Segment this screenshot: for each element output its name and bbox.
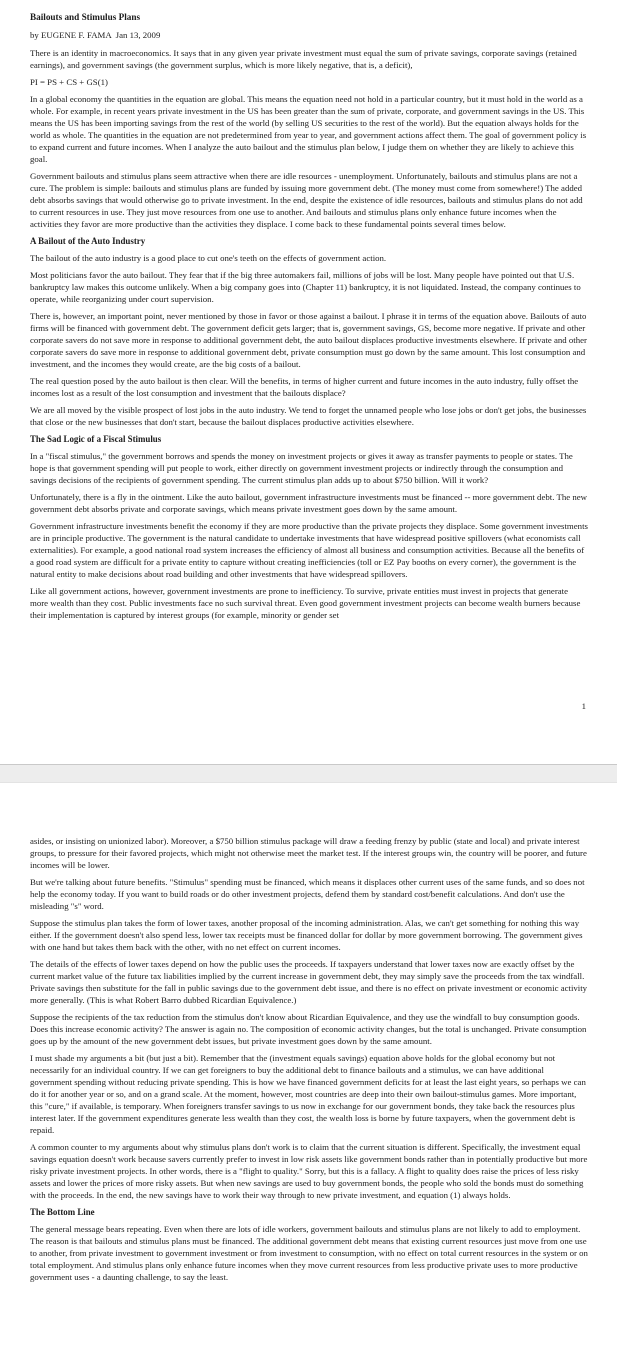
page-2 [0, 783, 617, 1372]
page-1-content [30, 11, 588, 621]
page-2-content [30, 835, 588, 1283]
paragraph: Suppose the recipients of the tax reduction from the stimulus don't know about Ricardian Equivalence, and they use the windfall to buy consumption goods. Does this increase economic activity? The answer is again no. The composition of economic activity changes, but the total is unchanged. Private consumption goes up by the amount of the new government debt issues, but private investment goes down by the same amount. [30, 1012, 587, 1046]
paragraph: Government infrastructure investments benefit the economy if they are more productive than the private projects they displace. Some government investments are in principle productive. The government is the natural candidate to undertake investments that have widespread positive spillovers (what economists call externalities). For example, a good national road system increases the efficiency of almost all business and consumption activities. Because all the benefits of a good road system are difficult for a private entity to capture without creating inefficiencies (toll or EZ Pay booths on every corner), the government is the natural entity to make decisions about road building and other investments that have widespread spillovers. [30, 521, 588, 579]
paragraph: Suppose the stimulus plan takes the form of lower taxes, another proposal of the incoming administration. Alas, we can't get something for nothing this way either. If the government doesn't also spend less, lower tax receipts must be financed dollar for dollar by more government borrowing. The government gives with one hand but takes them back with the other, with no net effect on current incomes. [30, 918, 583, 952]
paragraph: But we're talking about future benefits. "Stimulus" spending must be financed, which means it displaces other current uses of the same funds, and so does not help the economy today. If you want to build roads or do other investment projects, defend them by standard cost/benefit calculations. And don't use the misleading "s" word. [30, 877, 585, 911]
paragraph: In a global economy the quantities in the equation are global. This means the equation need not hold in a particular country, but it must hold in the world as a whole. For example, in recent years private investment in the US has been greater than the sum of private, corporate, and government savings in the US. This means the US has been importing savings from the rest of the world (by selling US securities to the rest of the world). But the equation always holds for the world as whole. The quantities in the equation are not predetermined from year to year, and government actions affect them. The goal of government policy is to expand current and future incomes. When I analyze the auto bailout and the stimulus plan below, I judge them on whether they are likely to achieve this goal. [30, 94, 587, 164]
paragraph: Most politicians favor the auto bailout. They fear that if the big three automakers fail, millions of jobs will be lost. Many people have pointed out that U.S. bankruptcy law makes this outcome unlikely. When a big company goes into (Chapter 11) bankruptcy, it is not liquidated. Instead, the company continues to operate, while reorganizing under court supervision. [30, 270, 581, 304]
document-title: Bailouts and Stimulus Plans [30, 12, 141, 22]
section-heading: A Bailout of the Auto Industry [30, 236, 146, 246]
paragraph: I must shade my arguments a bit (but just a bit). Remember that the (investment equals savings) equation above holds for the global economy but not necessarily for an individual country. If we can get foreigners to buy the additional debt to finance bailouts and a stimulus, we can have additional government spending without reducing private spending. This is how we have financed government deficits for at least the last eight years, so perhaps we can do it for another year or so, and on a grand scale. At the moment, however, most countries are deep into their own bailout-stimulus games. More important, this "cure," if available, is temporary. When foreigners transfer savings to us now in exchange for our government bonds, they take back the resources plus interest later. If the government expenditures generate less wealth than they cost, the wealth loss is borne by future taxpayers, when the government debt is repaid. [30, 1053, 586, 1135]
paragraph: A common counter to my arguments about why stimulus plans don't work is to claim that the current situation is different. Specifically, the investment equal savings equation doesn't work because savers currently prefer to invest in low risk assets like government bonds rather than in potentially productive but more risky private investment projects. In other words, there is a "flight to quality." Sorry, but this is a fallacy. A flight to quality does raise the prices of less risky assets and lower the prices of more risky assets. But when new savings are used to buy government bonds, the people who sold the bonds must do something with the proceeds. In the end, the new savings have to work their way through to new private investment, and equation (1) always holds. [30, 1142, 588, 1200]
paragraph: In a "fiscal stimulus," the government borrows and spends the money on investment projects or gives it away as transfer payments to people or states. The hope is that government spending will put people to work, either directly on government investment projects or indirectly through the consumption and savings decisions of the recipients of government spending. The current stimulus plan adds up to about $750 billion. Will it work? [30, 451, 573, 485]
paragraph: asides, or insisting on unionized labor). Moreover, a $750 billion stimulus package will draw a feeding frenzy by public (state and local) and private interest groups, to pressure for their favored projects, which might not otherwise meet the market test. If the interest groups win, the country will be poorer, and future incomes will be lower. [30, 836, 587, 870]
paragraph: We are all moved by the visible prospect of lost jobs in the auto industry. We tend to forget the unnamed people who lose jobs or don't get jobs, the businesses that close or the new businesses that don't start, because the bailout displaces productive activities elsewhere. [30, 405, 587, 427]
byline: by EUGENE F. FAMA Jan 13, 2009 [30, 30, 161, 40]
page-separator [0, 764, 617, 783]
paragraph: There is an identity in macroeconomics. It says that in any given year private investment must equal the sum of private savings, corporate savings (retained earnings), and government savings (the government surplus, which is more likely negative, that is, a deficit), [30, 48, 577, 70]
paragraph: Like all government actions, however, government investments are prone to inefficiency. To survive, private entities must invest in projects that generate more wealth than they cost. Public investments face no such survival threat. Even good government investment projects can become wealth burners because their implementation is captured by interest groups (for example, minority or gender set [30, 586, 581, 620]
paragraph: Unfortunately, there is a fly in the ointment. Like the auto bailout, government infrastructure investments must be financed -- more government debt. The new government debt absorbs private and corporate savings, which means private investment goes down by the same amount. [30, 492, 587, 514]
paragraph: The details of the effects of lower taxes depend on how the public uses the proceeds. If taxpayers understand that lower taxes now are exactly offset by the current market value of the future tax liabilities implied by the current increase in government debt, they may simply save the proceeds from the tax windfall. Private savings then substitute for the fall in public savings due to the government debt issue, and there is no effect on private investment or economic activity more generally. (This is what Robert Barro dubbed Ricardian Equivalence.) [30, 959, 588, 1005]
paragraph: Government bailouts and stimulus plans seem attractive when there are idle resources - unemployment. Unfortunately, bailouts and stimulus plans are not a cure. The problem is simple: bailouts and stimulus plans are funded by issuing more government debt. (The money must come from somewhere!) The added debt absorbs savings that would otherwise go to private investment. In the end, despite the existence of idle resources, bailouts and stimulus plans do not add to current resources in use. They just move resources from one use to another. And bailouts and stimulus plans only enhance future incomes when the activities they favor are more productive than the activities they displace. I come back to these fundamental points several times below. [30, 171, 583, 229]
section-heading: The Sad Logic of a Fiscal Stimulus [30, 434, 162, 444]
paragraph: The bailout of the auto industry is a good place to cut one's teeth on the effects of government action. [30, 253, 387, 263]
paragraph: The real question posed by the auto bailout is then clear. Will the benefits, in terms of higher current and future incomes in the auto industry, fully offset the incomes lost as a result of the lost consumption and investment that the bailouts displace? [30, 376, 579, 398]
section-heading: The Bottom Line [30, 1207, 95, 1217]
page-number: 1 [581, 701, 586, 711]
paragraph: The general message bears repeating. Even when there are lots of idle workers, government bailouts and stimulus plans are not likely to add to employment. The reason is that bailouts and stimulus plans must be financed. The additional government debt means that existing current resources just move from one use to another, from private investment to government investment or from investment to consumption, with no effect on total current resources in the system or on total employment. And stimulus plans only enhance future incomes when they move current resources from less productive private uses to more productive government uses - a daunting challenge, to say the least. [30, 1224, 588, 1282]
paragraph: There is, however, an important point, never mentioned by those in favor or those against a bailout. I phrase it in terms of the equation above. Bailouts of auto firms will be financed with government debt. The government deficit gets larger; that is, government savings, GS, become more negative. If private and other corporate savers do not save more in response to additional government debt, the auto bailout displaces productive investments elsewhere. If private and other corporate savers do save more in response to additional government debt, private consumption must go down by the same amount. This lost consumption and investment, and the incomes they would create, are the big costs of a bailout. [30, 311, 587, 369]
equation: PI = PS + CS + GS(1) [30, 77, 108, 87]
